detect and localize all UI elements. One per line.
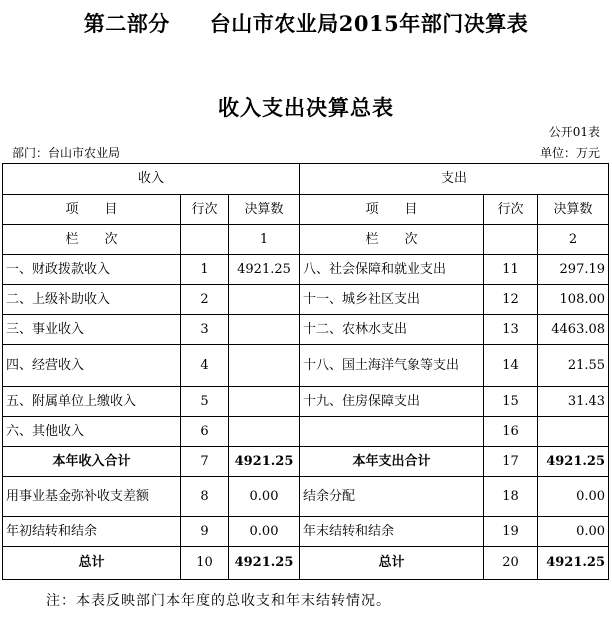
income-item-cell: 总计 <box>3 547 181 580</box>
expense-amount-cell: 4921.25 <box>538 547 609 580</box>
unit-label: 单位：万元 <box>539 146 600 160</box>
income-column-number: 1 <box>229 225 300 255</box>
department-label: 部门：台山市农业局 <box>12 146 121 160</box>
income-amount-cell <box>229 387 300 417</box>
section-header-row <box>3 164 609 195</box>
expense-amount-cell <box>538 417 609 447</box>
expense-amount-cell: 4921.25 <box>538 447 609 477</box>
income-line-cell: 9 <box>181 517 229 547</box>
expense-amount-cell: 21.55 <box>538 345 609 387</box>
table-row <box>3 547 609 580</box>
report-name: 台山市农业局2015年部门决算表 <box>209 11 529 36</box>
part-label: 第二部分 <box>83 11 170 36</box>
column-number-row <box>3 225 609 255</box>
table-row <box>3 255 609 285</box>
expense-item-cell: 本年支出合计 <box>300 447 484 477</box>
income-line-cell: 7 <box>181 447 229 477</box>
income-line-cell: 10 <box>181 547 229 580</box>
table-row <box>3 315 609 345</box>
income-amount-cell <box>229 417 300 447</box>
income-amount-header: 决算数 <box>229 195 300 225</box>
income-amount-cell: 4921.25 <box>229 255 300 285</box>
expense-line-cell: 16 <box>484 417 538 447</box>
income-amount-cell <box>229 315 300 345</box>
table-row <box>3 447 609 477</box>
income-item-header: 项 目 <box>3 195 181 225</box>
expense-column-number: 2 <box>538 225 609 255</box>
expense-item-cell: 年末结转和结余 <box>300 517 484 547</box>
footnote: 注：本表反映部门本年度的总收支和年末结转情况。 <box>46 593 391 609</box>
empty-cell <box>181 225 229 255</box>
expense-amount-cell: 4463.08 <box>538 315 609 345</box>
expense-amount-cell: 297.19 <box>538 255 609 285</box>
income-expense-table <box>2 163 609 580</box>
expense-line-cell: 18 <box>484 477 538 517</box>
table-row <box>3 517 609 547</box>
part-title <box>0 8 612 38</box>
expense-item-header: 项 目 <box>300 195 484 225</box>
income-item-cell: 二、上级补助收入 <box>3 285 181 315</box>
income-item-cell: 三、事业收入 <box>3 315 181 345</box>
income-item-cell: 用事业基金弥补收支差额 <box>3 477 181 517</box>
income-line-cell: 2 <box>181 285 229 315</box>
column-header-row <box>3 195 609 225</box>
expense-amount-cell: 108.00 <box>538 285 609 315</box>
income-item-cell: 年初结转和结余 <box>3 517 181 547</box>
income-item-cell: 本年收入合计 <box>3 447 181 477</box>
income-header: 收入 <box>3 164 300 195</box>
expense-line-cell: 15 <box>484 387 538 417</box>
income-amount-cell: 4921.25 <box>229 447 300 477</box>
expense-item-cell: 总计 <box>300 547 484 580</box>
expense-line-cell: 20 <box>484 547 538 580</box>
expense-line-header: 行次 <box>484 195 538 225</box>
income-item-cell: 四、经营收入 <box>3 345 181 387</box>
table-row <box>3 387 609 417</box>
income-line-cell: 3 <box>181 315 229 345</box>
income-line-header: 行次 <box>181 195 229 225</box>
expense-amount-cell: 0.00 <box>538 477 609 517</box>
table-row <box>3 417 609 447</box>
expense-line-cell: 13 <box>484 315 538 345</box>
form-number: 公开01表 <box>548 125 600 139</box>
income-item-cell: 一、财政拨款收入 <box>3 255 181 285</box>
expense-line-cell: 12 <box>484 285 538 315</box>
income-amount-cell <box>229 285 300 315</box>
income-amount-cell <box>229 345 300 387</box>
income-amount-cell: 4921.25 <box>229 547 300 580</box>
expense-amount-cell: 0.00 <box>538 517 609 547</box>
income-line-cell: 6 <box>181 417 229 447</box>
income-item-cell: 六、其他收入 <box>3 417 181 447</box>
expense-line-cell: 17 <box>484 447 538 477</box>
table-row <box>3 345 609 387</box>
income-amount-cell: 0.00 <box>229 517 300 547</box>
expense-line-cell: 14 <box>484 345 538 387</box>
expense-item-cell: 十一、城乡社区支出 <box>300 285 484 315</box>
expense-amount-header: 决算数 <box>538 195 609 225</box>
expense-item-cell: 十九、住房保障支出 <box>300 387 484 417</box>
table-title: 收入支出决算总表 <box>218 95 394 120</box>
empty-cell <box>484 225 538 255</box>
expense-item-cell: 八、社会保障和就业支出 <box>300 255 484 285</box>
expense-item-cell <box>300 417 484 447</box>
income-column-label: 栏 次 <box>3 225 181 255</box>
expense-item-cell: 十八、国土海洋气象等支出 <box>300 345 484 387</box>
income-line-cell: 8 <box>181 477 229 517</box>
income-line-cell: 1 <box>181 255 229 285</box>
expense-line-cell: 19 <box>484 517 538 547</box>
expense-column-label: 栏 次 <box>300 225 484 255</box>
expense-item-cell: 十二、农林水支出 <box>300 315 484 345</box>
income-line-cell: 5 <box>181 387 229 417</box>
expense-item-cell: 结余分配 <box>300 477 484 517</box>
income-amount-cell: 0.00 <box>229 477 300 517</box>
expense-header: 支出 <box>300 164 609 195</box>
expense-amount-cell: 31.43 <box>538 387 609 417</box>
expense-line-cell: 11 <box>484 255 538 285</box>
table-row <box>3 477 609 517</box>
income-line-cell: 4 <box>181 345 229 387</box>
income-item-cell: 五、附属单位上缴收入 <box>3 387 181 417</box>
table-row <box>3 285 609 315</box>
